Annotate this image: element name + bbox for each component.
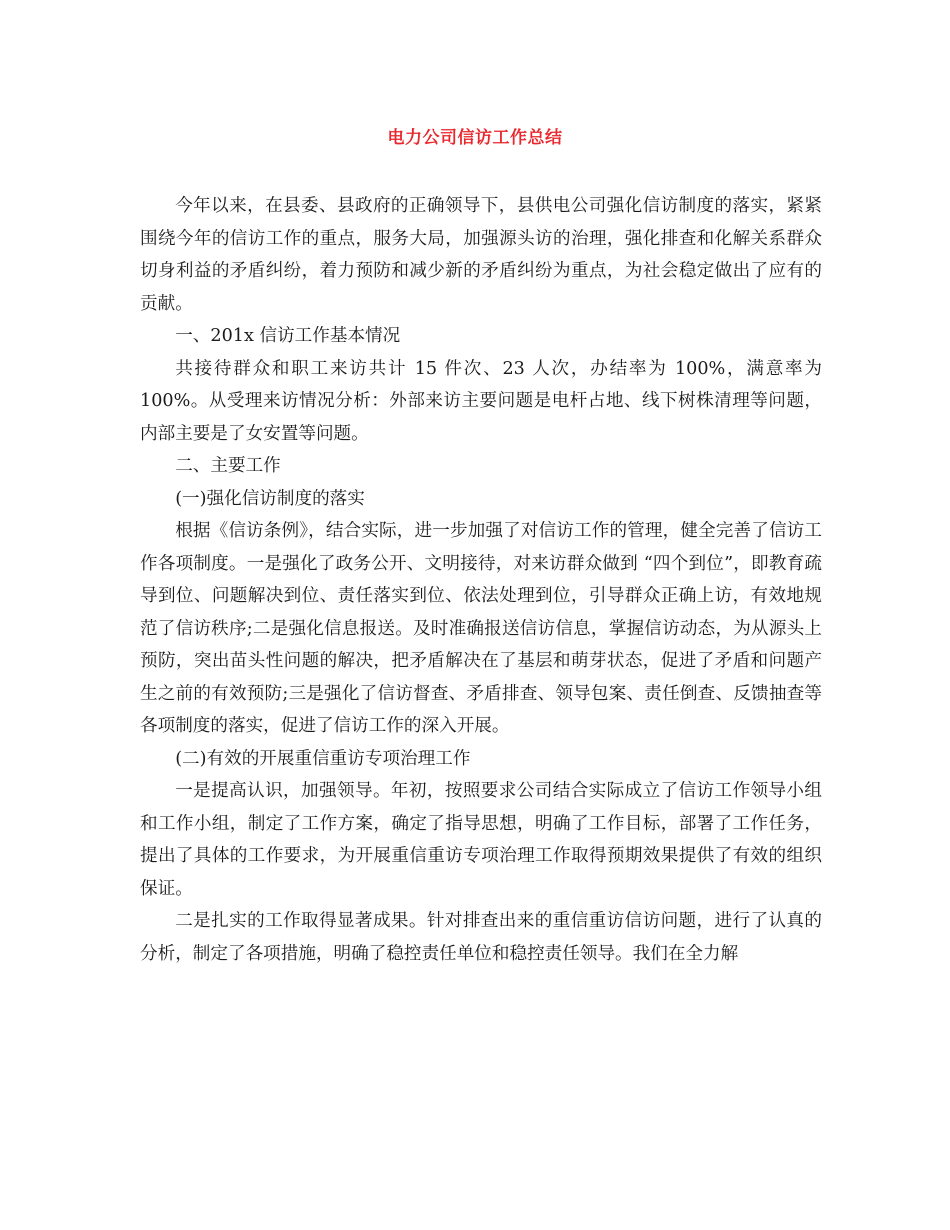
document-body (140, 190, 822, 970)
section-heading-1: 一、201x 信访工作基本情况 (175, 326, 401, 346)
document-title: 电力公司信访工作总结 (387, 128, 563, 148)
subsection-heading-1: (一)强化信访制度的落实 (175, 488, 365, 509)
paragraph-results: 二是扎实的工作取得显著成果。针对排查出来的重信重访信访问题，进行了认真的分析，制定了各项措施，明确了稳控责任单位和稳控责任领导。我们在全力解 (140, 911, 822, 964)
paragraph-leadership: 一是提高认识，加强领导。年初，按照要求公司结合实际成立了信访工作领导小组和工作小组，制定了工作方案，确定了指导思想，明确了工作目标，部署了工作任务，提出了具体的工作要求，为开展重信重访专项治理工作取得预期效果提供了有效的组织保证。 (140, 781, 822, 899)
paragraph-system: 根据《信访条例》，结合实际，进一步加强了对信访工作的管理，健全完善了信访工作各项制度。一是强化了政务公开、文明接待，对来访群众做到 “四个到位”，即教育疏导到位、问题解决到位、责任落实到位、依法处理到位，引导群众正确上访，有效地规范了信访秩序;二是强化信息报送。及时准确报送信访信息，掌握信访动态，为从源头上预防，突出苗头性问题的解决，把矛盾解决在了基层和萌芽状态，促进了矛盾和问题产生之前的有效预防;三是强化了信访督查、矛盾排查、领导包案、责任倒查、反馈抽查等各项制度的落实，促进了信访工作的深入开展。 (140, 521, 822, 736)
section-heading-2: 二、主要工作 (175, 456, 281, 476)
subsection-heading-2: (二)有效的开展重信重访专项治理工作 (175, 748, 471, 769)
paragraph-statistics: 共接待群众和职工来访共计 15 件次、23 人次，办结率为 100%，满意率为 100%。从受理来访情况分析：外部来访主要问题是电杆占地、线下树株清理等问题，内部主要是了女安置等问题。 (140, 358, 822, 444)
paragraph-intro: 今年以来，在县委、县政府的正确领导下，县供电公司强化信访制度的落实，紧紧围绕今年的信访工作的重点，服务大局，加强源头访的治理，强化排查和化解关系群众切身利益的矛盾纠纷，着力预防和减少新的矛盾纠纷为重点，为社会稳定做出了应有的贡献。 (140, 196, 822, 314)
